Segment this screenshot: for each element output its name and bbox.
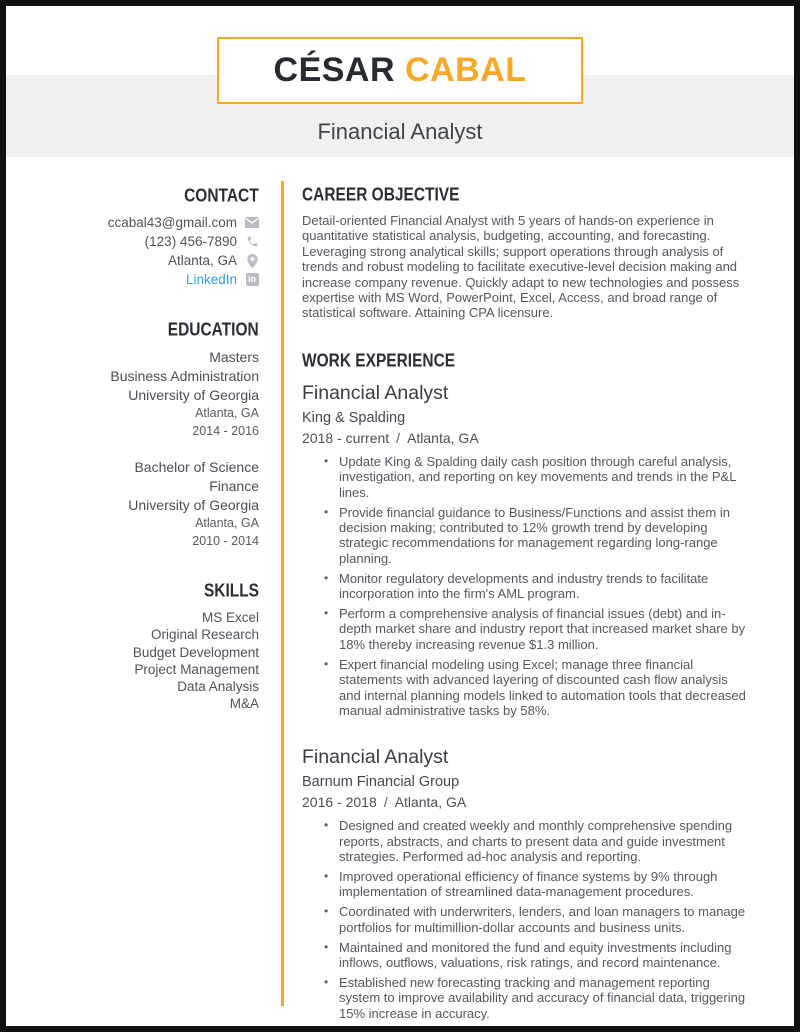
contact-heading: CONTACT <box>184 184 259 206</box>
main-column <box>284 157 794 1026</box>
edu-dates: 2010 - 2014 <box>192 533 259 548</box>
job-dates: 2016 - 2018 <box>302 794 377 811</box>
bullet-item: • Expert financial modeling using Excel; manage three financial statements with advanced layering of discounted cash flow analysis and internal planning models linked to automation tools that decreased manual administrative tasks by 58%. <box>324 657 752 719</box>
name-last: CABAL <box>405 51 527 89</box>
job-company: Barnum Financial Group <box>302 774 460 791</box>
bullet-item: • Coordinated with underwriters, lenders, and loan managers to manage portfolios for multimillion-dollar accounts and business units. <box>324 904 752 935</box>
bullet-item: • Maintained and monitored the fund and equity investments including inflows, outflows, valuations, risk ratings, and record maintenance. <box>324 940 752 971</box>
work-experience-section <box>302 350 752 1021</box>
job-location: Atlanta, GA <box>407 429 479 446</box>
header <box>6 6 794 157</box>
education-item <box>26 348 259 440</box>
skills-list <box>26 609 259 713</box>
education-section <box>26 319 259 550</box>
bullet-item: • Perform a comprehensive analysis of financial issues (debt) and in-depth market share and industry report that increased market share by 18% thereby increasing revenue $1.3 million. <box>324 606 752 652</box>
skills-section <box>26 580 259 713</box>
location-text: Atlanta, GA <box>167 253 237 268</box>
content <box>6 157 794 1026</box>
linkedin-link[interactable]: LinkedIn <box>185 272 237 287</box>
skill-item: Data Analysis <box>177 679 259 695</box>
name-first: CÉSAR <box>273 51 396 89</box>
edu-school: University of Georgia <box>128 497 259 513</box>
phone-icon <box>245 235 259 249</box>
job-meta <box>302 429 752 448</box>
contact-section <box>26 185 259 289</box>
edu-degree: Bachelor of Science <box>134 459 259 475</box>
linkedin-icon[interactable]: in <box>245 273 259 287</box>
location-pin-icon <box>245 254 259 268</box>
job-entry <box>302 381 752 719</box>
skill-item: MS Excel <box>201 610 259 625</box>
career-objective-heading: CAREER OBJECTIVE <box>302 183 460 205</box>
skills-heading: SKILLS <box>203 579 259 601</box>
contact-linkedin-row[interactable] <box>26 270 259 289</box>
education-item <box>26 458 259 550</box>
job-bullets <box>302 454 752 719</box>
email-text: ccabal43@gmail.com <box>107 215 237 230</box>
contact-list <box>26 213 259 289</box>
edu-location: Atlanta, GA <box>195 406 259 420</box>
skill-item: Original Research <box>150 627 259 643</box>
bullet-item: • Established new forecasting tracking and management reporting system to improve availability and accuracy of financial data, triggering 15% increase in accuracy. <box>324 975 752 1021</box>
job-bullets <box>302 818 752 1021</box>
bullet-item: • Provide financial guidance to Business/Functions and assist them in decision making; contributed to 12% growth trend by developing strategic recommendations for management regarding long-range planning. <box>324 505 752 567</box>
candidate-name <box>274 51 527 90</box>
work-experience-heading: WORK EXPERIENCE <box>302 349 456 371</box>
job-meta <box>302 793 752 812</box>
job-subtitle: Financial Analyst <box>317 119 483 144</box>
edu-field: Business Administration <box>110 368 259 384</box>
job-entry <box>302 745 752 1021</box>
skill-item: Budget Development <box>132 644 259 660</box>
skill-item: M&A <box>229 696 259 712</box>
career-objective-section <box>302 184 752 321</box>
job-location: Atlanta, GA <box>394 794 467 811</box>
phone-text: (123) 456-7890 <box>144 234 237 249</box>
job-title: Financial Analyst <box>302 746 449 769</box>
meta-separator: / <box>396 429 401 446</box>
contact-location-row <box>26 251 259 270</box>
envelope-icon <box>245 216 259 230</box>
edu-dates: 2014 - 2016 <box>192 423 259 438</box>
bullet-item: • Update King & Spalding daily cash position through careful analysis, investigation, and reporting on key movements and trends in the P&L lines. <box>324 454 752 500</box>
edu-location: Atlanta, GA <box>195 516 259 530</box>
bullet-item: • Improved operational efficiency of finance systems by 9% through implementation of streamlined data-management procedures. <box>324 869 752 900</box>
contact-phone-row <box>26 232 259 251</box>
name-box <box>217 37 583 104</box>
job-dates: 2018 - current <box>302 429 390 446</box>
sidebar <box>6 157 281 1026</box>
edu-field: Finance <box>209 478 259 494</box>
job-company: King & Spalding <box>302 409 406 426</box>
edu-degree: Masters <box>209 349 259 365</box>
bullet-item: • Designed and created weekly and monthly comprehensive spending reports, abstracts, and charts to present data and guide investment strategies. Performed ad-hoc analysis and reporting. <box>324 818 752 864</box>
career-objective-text: Detail-oriented Financial Analyst with 5 years of hands-on experience in quantitative statistical analysis, budgeting, accounting, and forecasting. Leveraging strong analytical skills; support operations through analysis of trends and robust modeling to facilitate executive-level decision making and increase company revenue. Quickly adapt to new technologies and possess expertise with MS Word, PowerPoint, Excel, Access, and broad range of statistical software. Attaining CPA licensure. <box>302 213 740 321</box>
meta-separator: / <box>383 794 388 811</box>
subtitle-row <box>6 119 794 145</box>
job-title: Financial Analyst <box>302 381 449 404</box>
skill-item: Project Management <box>134 661 259 677</box>
contact-email-row <box>26 213 259 232</box>
edu-school: University of Georgia <box>128 387 259 403</box>
bullet-item: • Monitor regulatory developments and industry trends to facilitate incorporation into the firm's AML program. <box>324 571 752 602</box>
education-heading: EDUCATION <box>168 318 259 340</box>
